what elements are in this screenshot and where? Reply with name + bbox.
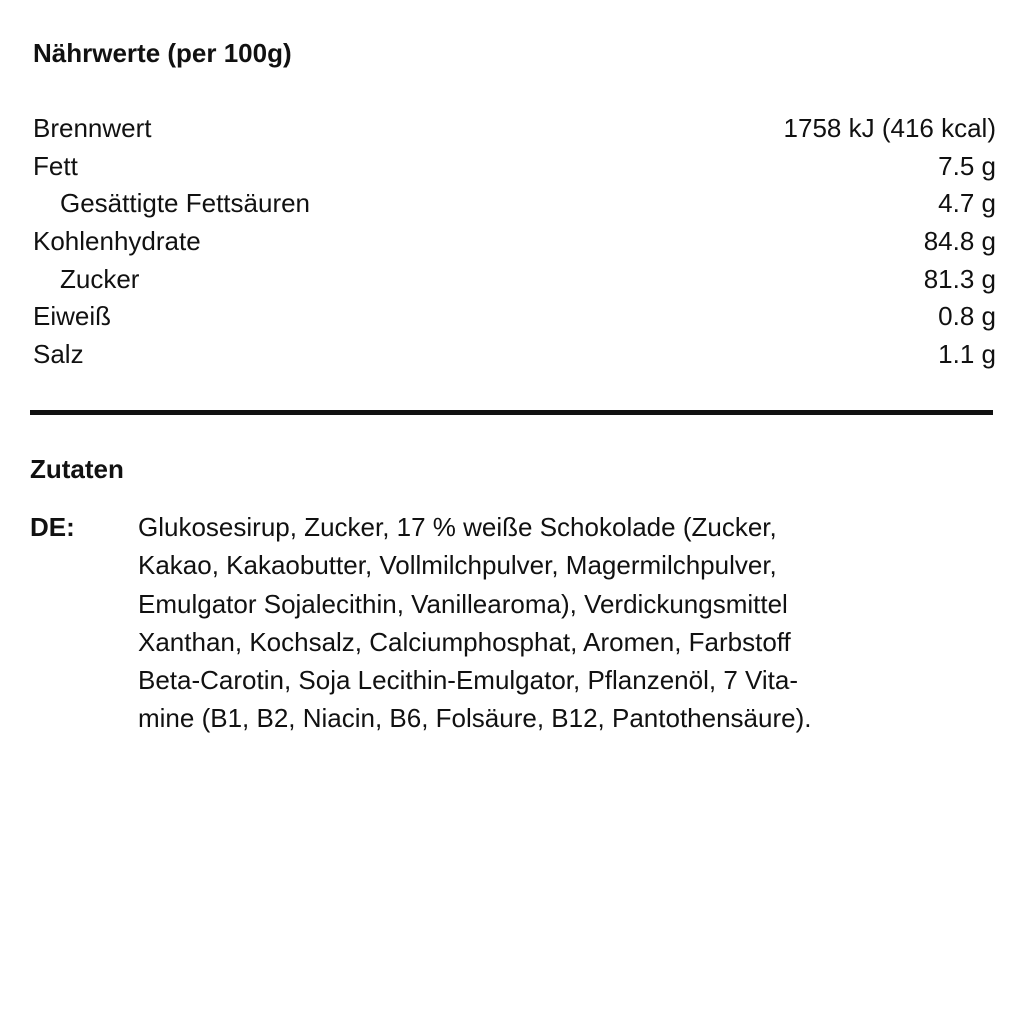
nutrient-row-energy [33, 110, 996, 148]
nutrient-name: Zucker [60, 263, 140, 294]
nutrient-row-carbohydrates [33, 223, 996, 261]
nutrient-row-protein [33, 298, 996, 336]
nutrient-name: Eiweiß [33, 301, 112, 332]
nutrient-row-fat [33, 148, 996, 186]
section-divider [30, 410, 993, 415]
nutrient-value: 81.3 g [923, 263, 996, 294]
nutrient-row-sugar [33, 261, 996, 299]
nutrient-value: 84.8 g [923, 226, 996, 257]
nutrient-value: 4.7 g [938, 188, 996, 219]
ingredients-line: Glukosesirup, Zucker, 17 % weiße Schokolade (Zucker, [138, 512, 777, 542]
ingredients-title: Zutaten [30, 454, 124, 484]
nutrient-name: Gesättigte Fettsäuren [60, 188, 311, 219]
ingredients-line: Kakao, Kakaobutter, Vollmilchpulver, Magermilchpulver, [138, 550, 777, 581]
ingredients-line: mine (B1, B2, Niacin, B6, Folsäure, B12, Pantothensäure). [138, 703, 812, 734]
nutrient-value: 1.1 g [938, 339, 996, 370]
nutrient-row-salt [33, 336, 996, 374]
nutrient-value: 1758 kJ (416 kcal) [783, 113, 996, 143]
nutrient-value: 7.5 g [938, 150, 996, 181]
nutrient-value: 0.8 g [938, 301, 996, 332]
nutrient-row-saturated-fat [33, 185, 996, 223]
nutrient-name: Salz [33, 339, 84, 370]
ingredients-line: Beta-Carotin, Soja Lecithin-Emulgator, Pflanzenöl, 7 Vita- [138, 665, 798, 696]
nutrition-title: Nährwerte (per 100g) [33, 38, 292, 68]
language-label: DE: [30, 512, 75, 542]
ingredients-line: Emulgator Sojalecithin, Vanillearoma), Verdickungsmittel [138, 588, 788, 619]
nutrition-table [33, 110, 996, 374]
nutrient-name: Kohlenhydrate [33, 226, 201, 257]
nutrient-name: Brennwert [33, 113, 152, 143]
ingredients-text [138, 508, 994, 738]
ingredients-line: Xanthan, Kochsalz, Calciumphosphat, Aromen, Farbstoff [138, 626, 791, 657]
nutrient-name: Fett [33, 150, 78, 181]
